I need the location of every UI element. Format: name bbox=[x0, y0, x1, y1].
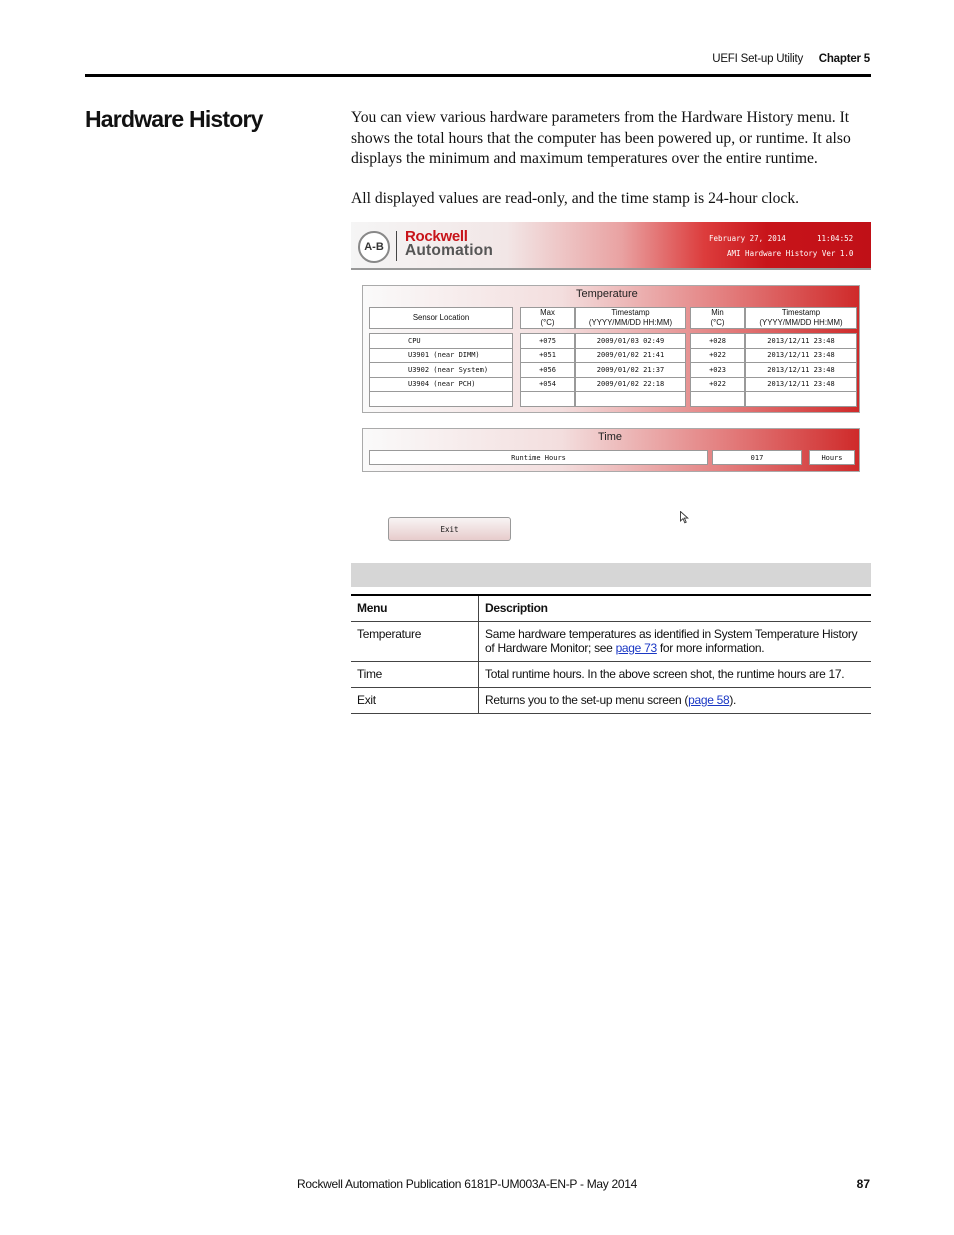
footer-page-number: 87 bbox=[856, 1177, 870, 1191]
menu-cell: Time bbox=[351, 662, 479, 688]
header-sensor-location: Sensor Location bbox=[369, 307, 513, 329]
min-temp-cell: +022 bbox=[690, 348, 745, 364]
description-column-header: Description bbox=[479, 595, 872, 622]
min-temp-cell bbox=[690, 391, 745, 407]
menu-column-header: Menu bbox=[351, 595, 479, 622]
min-timestamp-cell: 2013/12/11 23:48 bbox=[745, 348, 857, 364]
description-cell: Total runtime hours. In the above screen shot, the runtime hours are 17. bbox=[479, 662, 872, 688]
min-timestamp-cell bbox=[745, 391, 857, 407]
runtime-hours-unit: Hours bbox=[809, 450, 855, 465]
sensor-location-cell: U3904 (near PCH) bbox=[369, 377, 513, 393]
min-timestamp-cell: 2013/12/11 23:48 bbox=[745, 333, 857, 349]
readonly-note-paragraph: All displayed values are read-only, and the time stamp is 24-hour clock. bbox=[351, 190, 800, 207]
sensor-location-cell bbox=[369, 391, 513, 407]
header-rule bbox=[85, 74, 871, 77]
screen-bottom-bar bbox=[351, 563, 871, 587]
section-title: Hardware History bbox=[85, 106, 263, 132]
exit-button[interactable]: Exit bbox=[388, 517, 511, 541]
logo-automation-text: Automation bbox=[405, 242, 494, 259]
max-timestamp-cell bbox=[575, 391, 686, 407]
header-max-timestamp: Timestamp (YYYY/MM/DD HH:MM) bbox=[575, 307, 686, 329]
max-temp-cell bbox=[520, 391, 575, 407]
menu-description-table bbox=[351, 594, 871, 714]
min-timestamp-cell: 2013/12/11 23:48 bbox=[745, 362, 857, 378]
max-temp-cell: +056 bbox=[520, 362, 575, 378]
description-text: Same hardware temperatures as identified in System Temperature History of Hardware Monitor; see bbox=[485, 627, 858, 655]
page-58-link[interactable]: page 58 bbox=[688, 693, 730, 707]
max-timestamp-cell: 2009/01/02 21:41 bbox=[575, 348, 686, 364]
logo-rockwell-text: Rockwell bbox=[405, 228, 468, 245]
table-row bbox=[351, 688, 871, 714]
logo-divider bbox=[396, 231, 397, 261]
max-timestamp-cell: 2009/01/02 21:37 bbox=[575, 362, 686, 378]
description-cell bbox=[479, 622, 872, 662]
min-temp-cell: +023 bbox=[690, 362, 745, 378]
header-section-label: UEFI Set-up Utility bbox=[712, 53, 803, 65]
table-header-row bbox=[351, 595, 871, 622]
banner-time: 11:04:52 bbox=[817, 234, 854, 243]
temperature-panel-title: Temperature bbox=[576, 288, 638, 300]
sensor-location-cell: CPU bbox=[369, 333, 513, 349]
max-temp-cell: +051 bbox=[520, 348, 575, 364]
header-chapter-label: Chapter 5 bbox=[818, 53, 870, 65]
sensor-location-cell: U3901 (near DIMM) bbox=[369, 348, 513, 364]
banner-date: February 27, 2014 bbox=[709, 234, 786, 243]
max-timestamp-cell: 2009/01/03 02:49 bbox=[575, 333, 686, 349]
mouse-cursor-icon bbox=[680, 511, 689, 524]
max-timestamp-cell: 2009/01/02 22:18 bbox=[575, 377, 686, 393]
header-max: Max (°C) bbox=[520, 307, 575, 329]
min-temp-cell: +022 bbox=[690, 377, 745, 393]
min-timestamp-cell: 2013/12/11 23:48 bbox=[745, 377, 857, 393]
table-row bbox=[351, 622, 871, 662]
runtime-hours-value: 017 bbox=[712, 450, 802, 465]
description-cell bbox=[479, 688, 872, 714]
ab-logo-icon: A-B bbox=[358, 231, 390, 263]
page-73-link[interactable]: page 73 bbox=[615, 641, 657, 655]
runtime-hours-label: Runtime Hours bbox=[369, 450, 708, 465]
max-temp-cell: +075 bbox=[520, 333, 575, 349]
min-temp-cell: +028 bbox=[690, 333, 745, 349]
menu-cell: Temperature bbox=[351, 622, 479, 662]
header-min-timestamp: Timestamp (YYYY/MM/DD HH:MM) bbox=[745, 307, 857, 329]
hardware-history-screenshot bbox=[351, 222, 871, 587]
footer-publication: Rockwell Automation Publication 6181P-UM003A-EN-P - May 2014 bbox=[297, 1177, 637, 1191]
menu-cell: Exit bbox=[351, 688, 479, 714]
banner-underline bbox=[351, 268, 871, 270]
header-min: Min (°C) bbox=[690, 307, 745, 329]
sensor-location-cell: U3902 (near System) bbox=[369, 362, 513, 378]
table-row bbox=[351, 662, 871, 688]
max-temp-cell: +054 bbox=[520, 377, 575, 393]
banner-version: AMI Hardware History Ver 1.0 bbox=[727, 249, 854, 258]
time-panel-title: Time bbox=[598, 431, 623, 443]
description-text: Returns you to the set-up menu screen ( bbox=[485, 693, 689, 707]
description-text: ). bbox=[729, 693, 737, 707]
intro-paragraph: You can view various hardware parameters from the Hardware History menu. It shows the total hours that the computer has been powered up, or runtime. It also displays the minimum and maximum temperatures over the entire runtime. bbox=[351, 109, 851, 167]
description-text: for more information. bbox=[656, 641, 765, 655]
